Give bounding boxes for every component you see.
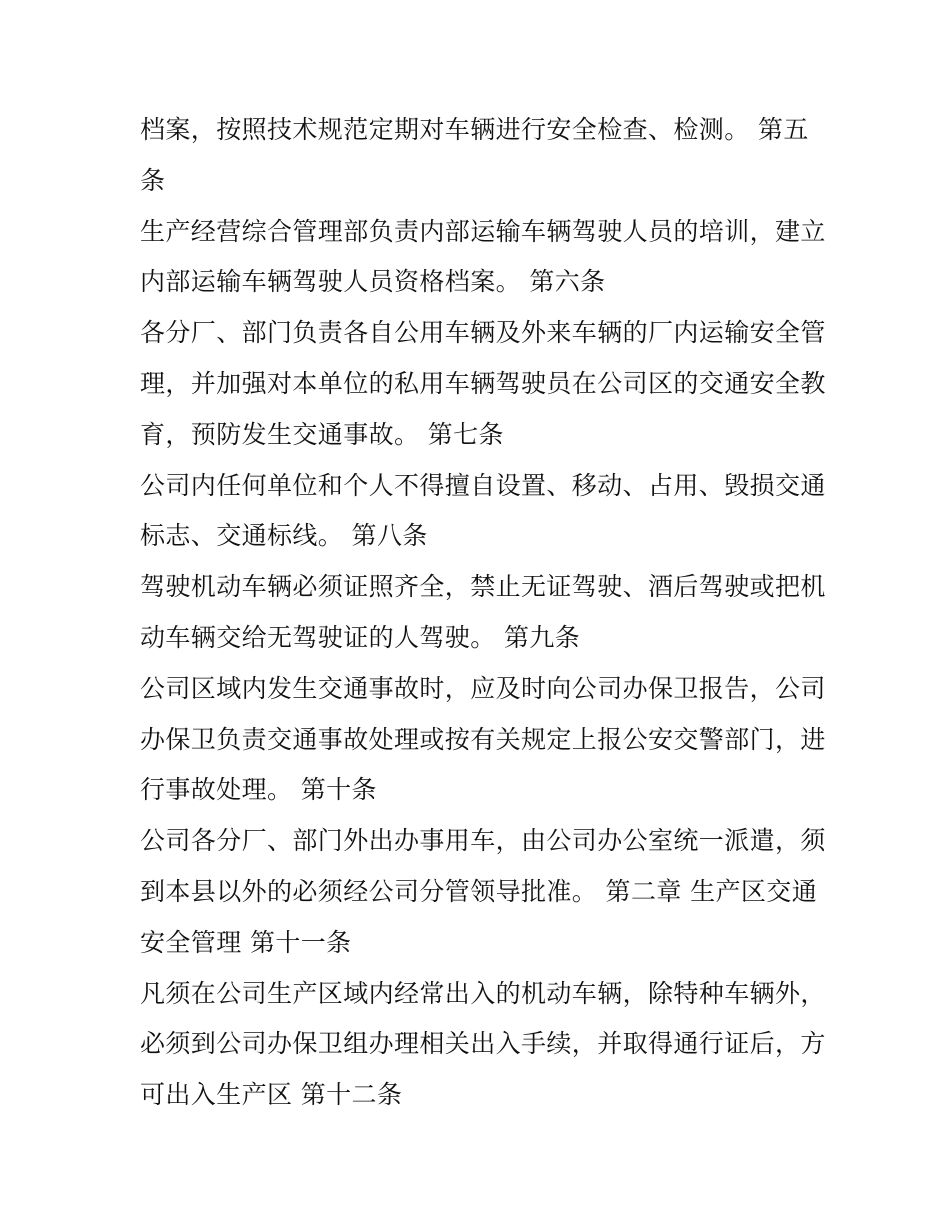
text-line: 公司区域内发生交通事故时，应及时向公司办保卫报告，公司 [140, 673, 826, 703]
text-line: 安全管理 第十一条 [140, 927, 352, 957]
text-line: 凡须在公司生产区域内经常出入的机动车辆，除特种车辆外， [140, 978, 826, 1008]
text-line: 条 [140, 165, 166, 195]
text-line: 档案，按照技术规范定期对车辆进行安全检查、检测。 第五 [140, 115, 809, 144]
text-line: 行事故处理。 第十条 [140, 775, 377, 805]
body-text [140, 105, 830, 1121]
text-line: 可出入生产区 第十二条 [140, 1080, 403, 1110]
text-line: 驾驶机动车辆必须证照齐全，禁止无证驾驶、酒后驾驶或把机 [140, 572, 826, 602]
text-line: 公司各分厂、部门外出办事用车，由公司办公室统一派遣，须 [140, 826, 826, 856]
text-line: 到本县以外的必须经公司分管领导批准。 第二章 生产区交通 [140, 876, 818, 906]
text-line: 各分厂、部门负责各自公用车辆及外来车辆的厂内运输安全管 [140, 318, 826, 348]
text-line: 办保卫负责交通事故处理或按有关规定上报公安交警部门，进 [140, 724, 826, 754]
text-line: 内部运输车辆驾驶人员资格档案。 第六条 [140, 267, 606, 297]
text-line: 生产经营综合管理部负责内部运输车辆驾驶人员的培训，建立 [140, 216, 826, 246]
text-line: 动车辆交给无驾驶证的人驾驶。 第九条 [140, 622, 581, 652]
text-line: 必须到公司办保卫组办理相关出入手续，并取得通行证后，方 [140, 1029, 826, 1059]
text-line: 理，并加强对本单位的私用车辆驾驶员在公司区的交通安全教 [140, 368, 826, 398]
text-line: 公司内任何单位和个人不得擅自设置、移动、占用、毁损交通 [140, 470, 826, 500]
text-line: 育，预防发生交通事故。 第七条 [140, 419, 504, 449]
text-line: 标志、交通标线。 第八条 [140, 521, 428, 551]
